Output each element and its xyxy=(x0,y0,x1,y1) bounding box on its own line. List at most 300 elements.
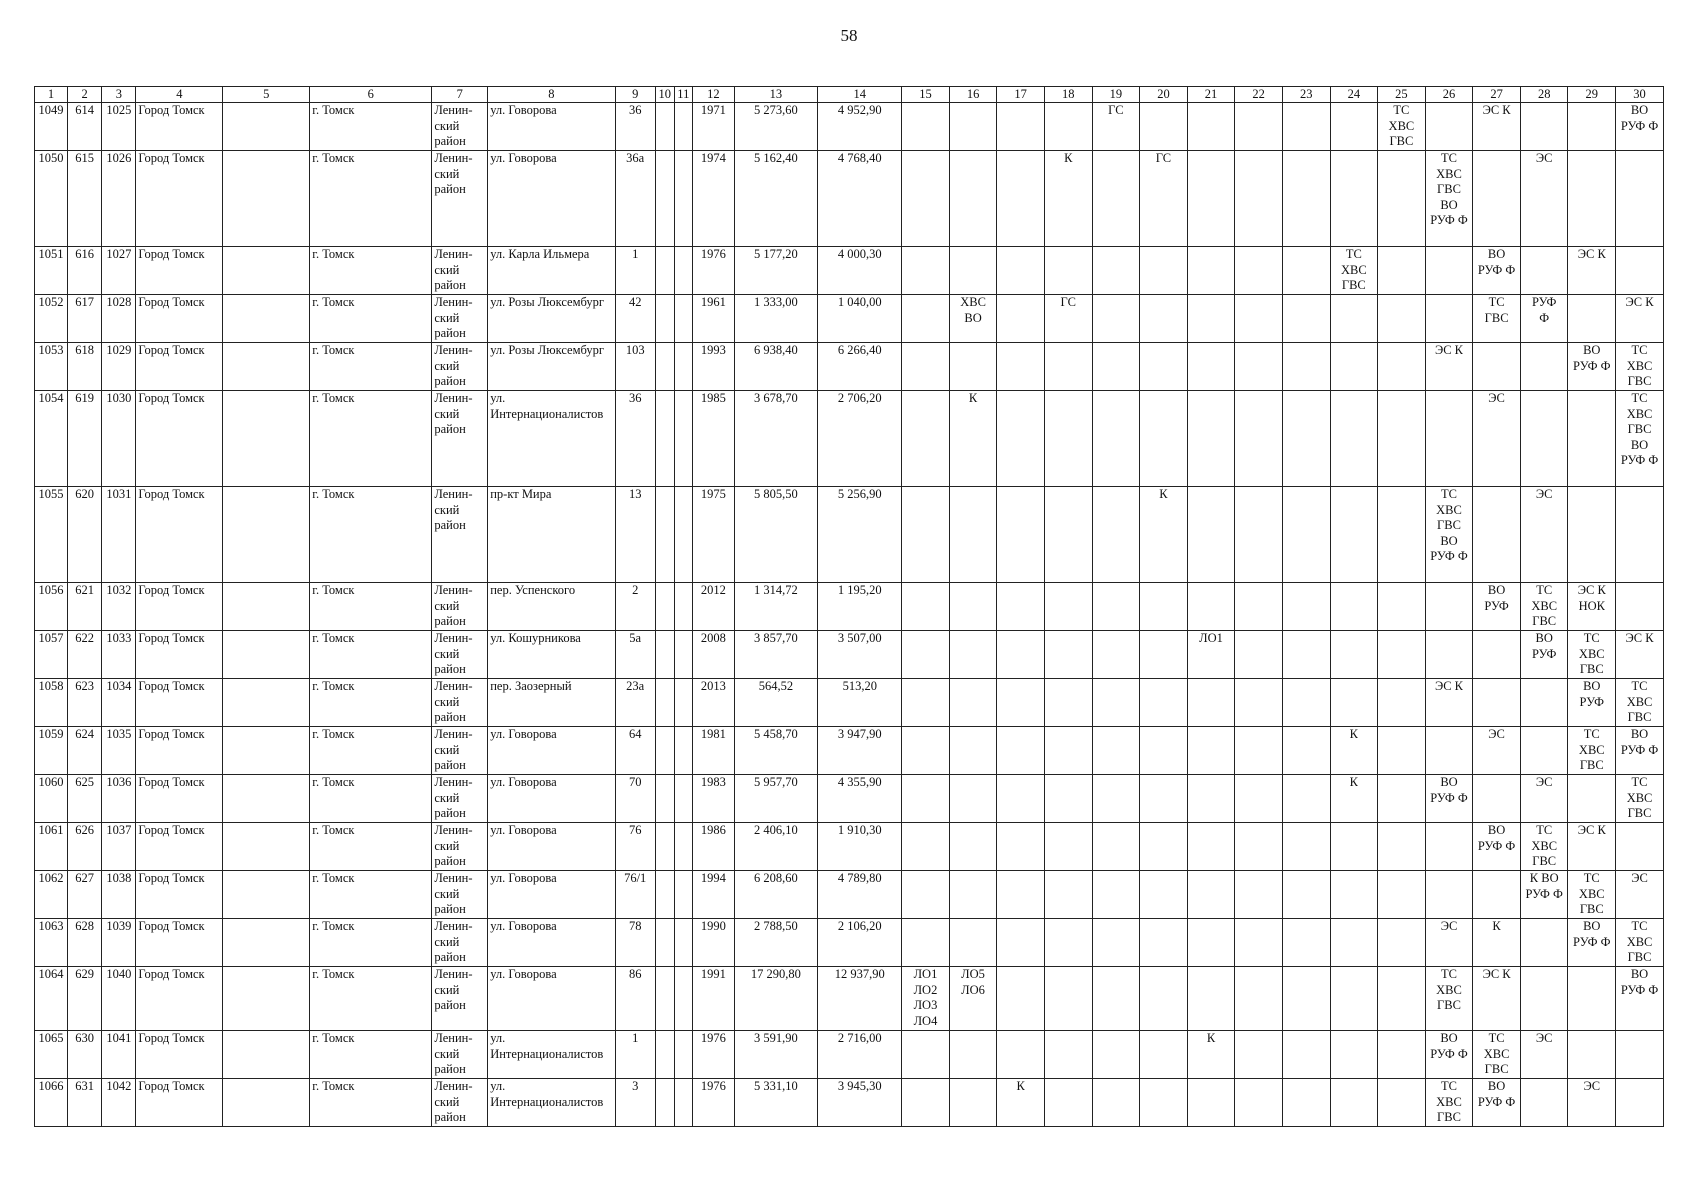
cell-col-8: ул. Интернационалистов xyxy=(488,1079,615,1127)
cell-col-1: 1051 xyxy=(35,247,68,295)
cell-col-22 xyxy=(1235,487,1283,583)
cell-col-14: 2 706,20 xyxy=(818,391,902,487)
cell-col-25 xyxy=(1378,967,1426,1031)
cell-col-23 xyxy=(1282,487,1330,583)
cell-col-18 xyxy=(1044,343,1092,391)
column-header-9: 9 xyxy=(615,87,655,103)
cell-col-1: 1065 xyxy=(35,1031,68,1079)
cell-col-27 xyxy=(1473,871,1521,919)
cell-col-29 xyxy=(1568,151,1616,247)
cell-col-10 xyxy=(655,1031,674,1079)
cell-col-5 xyxy=(223,919,310,967)
cell-col-19 xyxy=(1092,775,1140,823)
cell-col-22 xyxy=(1235,1079,1283,1127)
cell-col-22 xyxy=(1235,679,1283,727)
cell-col-11 xyxy=(674,1079,693,1127)
cell-col-19 xyxy=(1092,487,1140,583)
cell-col-15 xyxy=(902,487,950,583)
cell-col-1: 1064 xyxy=(35,967,68,1031)
cell-col-29 xyxy=(1568,967,1616,1031)
cell-col-4: Город Томск xyxy=(136,295,223,343)
cell-col-28 xyxy=(1520,391,1568,487)
cell-col-17 xyxy=(997,151,1045,247)
cell-col-18 xyxy=(1044,391,1092,487)
cell-col-12: 1985 xyxy=(693,391,734,487)
cell-col-3: 1040 xyxy=(102,967,136,1031)
cell-col-19 xyxy=(1092,583,1140,631)
cell-col-10 xyxy=(655,247,674,295)
cell-col-22 xyxy=(1235,343,1283,391)
cell-col-3: 1039 xyxy=(102,919,136,967)
cell-col-27 xyxy=(1473,775,1521,823)
cell-col-16 xyxy=(949,631,997,679)
cell-col-14: 1 040,00 xyxy=(818,295,902,343)
cell-col-16 xyxy=(949,1031,997,1079)
cell-col-12: 1990 xyxy=(693,919,734,967)
cell-col-8: пер. Успенского xyxy=(488,583,615,631)
cell-col-16 xyxy=(949,679,997,727)
cell-col-23 xyxy=(1282,343,1330,391)
cell-col-6: г. Томск xyxy=(310,727,432,775)
cell-col-1: 1056 xyxy=(35,583,68,631)
cell-col-6: г. Томск xyxy=(310,871,432,919)
cell-col-4: Город Томск xyxy=(136,775,223,823)
cell-col-1: 1054 xyxy=(35,391,68,487)
cell-col-15 xyxy=(902,631,950,679)
table-row xyxy=(35,295,1664,343)
cell-col-27: ЭС К xyxy=(1473,967,1521,1031)
cell-col-11 xyxy=(674,871,693,919)
cell-col-11 xyxy=(674,679,693,727)
cell-col-14: 3 507,00 xyxy=(818,631,902,679)
cell-col-23 xyxy=(1282,871,1330,919)
cell-col-10 xyxy=(655,1079,674,1127)
cell-col-26 xyxy=(1425,823,1473,871)
table-row xyxy=(35,343,1664,391)
cell-col-27: ВО РУФ Ф xyxy=(1473,247,1521,295)
cell-col-28: ЭС xyxy=(1520,1031,1568,1079)
cell-col-2: 625 xyxy=(68,775,102,823)
cell-col-20 xyxy=(1140,967,1188,1031)
cell-col-22 xyxy=(1235,967,1283,1031)
cell-col-23 xyxy=(1282,679,1330,727)
cell-col-2: 620 xyxy=(68,487,102,583)
cell-col-10 xyxy=(655,391,674,487)
cell-col-28: ТС ХВС ГВС xyxy=(1520,823,1568,871)
cell-col-25 xyxy=(1378,1079,1426,1127)
cell-col-25 xyxy=(1378,343,1426,391)
cell-col-11 xyxy=(674,823,693,871)
cell-col-2: 622 xyxy=(68,631,102,679)
cell-col-30: ВО РУФ Ф xyxy=(1616,967,1664,1031)
cell-col-12: 1991 xyxy=(693,967,734,1031)
cell-col-8: ул. Говорова xyxy=(488,871,615,919)
cell-col-27 xyxy=(1473,151,1521,247)
cell-col-14: 4 789,80 xyxy=(818,871,902,919)
column-header-13: 13 xyxy=(734,87,818,103)
cell-col-5 xyxy=(223,151,310,247)
cell-col-21 xyxy=(1187,103,1235,151)
cell-col-6: г. Томск xyxy=(310,487,432,583)
cell-col-24 xyxy=(1330,679,1378,727)
cell-col-1: 1060 xyxy=(35,775,68,823)
cell-col-6: г. Томск xyxy=(310,1031,432,1079)
cell-col-19 xyxy=(1092,1031,1140,1079)
cell-col-15 xyxy=(902,679,950,727)
cell-col-7: Ленин- ский район xyxy=(432,151,488,247)
cell-col-9: 1 xyxy=(615,1031,655,1079)
cell-col-18 xyxy=(1044,583,1092,631)
cell-col-18 xyxy=(1044,727,1092,775)
cell-col-17 xyxy=(997,775,1045,823)
cell-col-18 xyxy=(1044,1079,1092,1127)
cell-col-16 xyxy=(949,103,997,151)
cell-col-15 xyxy=(902,1079,950,1127)
cell-col-8: ул. Говорова xyxy=(488,823,615,871)
cell-col-5 xyxy=(223,679,310,727)
cell-col-17 xyxy=(997,295,1045,343)
cell-col-22 xyxy=(1235,1031,1283,1079)
cell-col-26 xyxy=(1425,871,1473,919)
column-header-3: 3 xyxy=(102,87,136,103)
cell-col-27: ВО РУФ Ф xyxy=(1473,823,1521,871)
cell-col-2: 626 xyxy=(68,823,102,871)
cell-col-2: 617 xyxy=(68,295,102,343)
cell-col-14: 2 716,00 xyxy=(818,1031,902,1079)
cell-col-11 xyxy=(674,295,693,343)
cell-col-16 xyxy=(949,823,997,871)
cell-col-11 xyxy=(674,583,693,631)
column-header-1: 1 xyxy=(35,87,68,103)
cell-col-22 xyxy=(1235,295,1283,343)
cell-col-18 xyxy=(1044,103,1092,151)
cell-col-2: 616 xyxy=(68,247,102,295)
column-header-4: 4 xyxy=(136,87,223,103)
cell-col-22 xyxy=(1235,151,1283,247)
cell-col-27 xyxy=(1473,487,1521,583)
cell-col-18 xyxy=(1044,1031,1092,1079)
cell-col-12: 1983 xyxy=(693,775,734,823)
cell-col-20: К xyxy=(1140,487,1188,583)
cell-col-17 xyxy=(997,823,1045,871)
cell-col-20 xyxy=(1140,1031,1188,1079)
table-row xyxy=(35,775,1664,823)
cell-col-24 xyxy=(1330,1031,1378,1079)
cell-col-10 xyxy=(655,343,674,391)
cell-col-28 xyxy=(1520,967,1568,1031)
cell-col-20 xyxy=(1140,679,1188,727)
cell-col-30 xyxy=(1616,487,1664,583)
cell-col-16 xyxy=(949,343,997,391)
cell-col-21 xyxy=(1187,727,1235,775)
cell-col-17 xyxy=(997,919,1045,967)
cell-col-26: ЭС К xyxy=(1425,343,1473,391)
cell-col-26 xyxy=(1425,727,1473,775)
cell-col-8: ул. Говорова xyxy=(488,103,615,151)
cell-col-10 xyxy=(655,823,674,871)
cell-col-10 xyxy=(655,727,674,775)
cell-col-21 xyxy=(1187,967,1235,1031)
cell-col-25 xyxy=(1378,247,1426,295)
cell-col-21 xyxy=(1187,247,1235,295)
cell-col-14: 3 945,30 xyxy=(818,1079,902,1127)
cell-col-15 xyxy=(902,919,950,967)
cell-col-7: Ленин- ский район xyxy=(432,1031,488,1079)
cell-col-17 xyxy=(997,247,1045,295)
cell-col-13: 5 273,60 xyxy=(734,103,818,151)
cell-col-10 xyxy=(655,775,674,823)
cell-col-8: ул. Говорова xyxy=(488,967,615,1031)
cell-col-21 xyxy=(1187,487,1235,583)
cell-col-13: 3 678,70 xyxy=(734,391,818,487)
column-header-21: 21 xyxy=(1187,87,1235,103)
cell-col-28: ВО РУФ xyxy=(1520,631,1568,679)
cell-col-18: К xyxy=(1044,151,1092,247)
cell-col-3: 1032 xyxy=(102,583,136,631)
cell-col-27 xyxy=(1473,631,1521,679)
table-row xyxy=(35,631,1664,679)
cell-col-27: ЭС К xyxy=(1473,103,1521,151)
column-header-24: 24 xyxy=(1330,87,1378,103)
cell-col-5 xyxy=(223,775,310,823)
cell-col-15 xyxy=(902,823,950,871)
cell-col-11 xyxy=(674,343,693,391)
cell-col-3: 1033 xyxy=(102,631,136,679)
cell-col-7: Ленин- ский район xyxy=(432,391,488,487)
cell-col-20 xyxy=(1140,295,1188,343)
cell-col-23 xyxy=(1282,1079,1330,1127)
cell-col-6: г. Томск xyxy=(310,967,432,1031)
cell-col-23 xyxy=(1282,295,1330,343)
cell-col-22 xyxy=(1235,919,1283,967)
cell-col-5 xyxy=(223,823,310,871)
cell-col-30: ТС ХВС ГВС ВО РУФ Ф xyxy=(1616,391,1664,487)
cell-col-7: Ленин- ский район xyxy=(432,343,488,391)
cell-col-30 xyxy=(1616,823,1664,871)
cell-col-8: ул. Интернационалистов xyxy=(488,391,615,487)
cell-col-26: ТС ХВС ГВС xyxy=(1425,967,1473,1031)
cell-col-10 xyxy=(655,295,674,343)
cell-col-29: ЭС К НОК xyxy=(1568,583,1616,631)
cell-col-28 xyxy=(1520,919,1568,967)
cell-col-19 xyxy=(1092,631,1140,679)
cell-col-29: ТС ХВС ГВС xyxy=(1568,727,1616,775)
cell-col-6: г. Томск xyxy=(310,775,432,823)
cell-col-21 xyxy=(1187,583,1235,631)
column-header-7: 7 xyxy=(432,87,488,103)
cell-col-25 xyxy=(1378,391,1426,487)
cell-col-25 xyxy=(1378,487,1426,583)
cell-col-23 xyxy=(1282,631,1330,679)
column-header-28: 28 xyxy=(1520,87,1568,103)
cell-col-6: г. Томск xyxy=(310,391,432,487)
cell-col-9: 3 xyxy=(615,1079,655,1127)
column-header-8: 8 xyxy=(488,87,615,103)
cell-col-16 xyxy=(949,583,997,631)
cell-col-4: Город Томск xyxy=(136,247,223,295)
cell-col-8: ул. Говорова xyxy=(488,151,615,247)
column-header-15: 15 xyxy=(902,87,950,103)
cell-col-5 xyxy=(223,343,310,391)
cell-col-13: 6 208,60 xyxy=(734,871,818,919)
cell-col-15: ЛО1 ЛО2 ЛО3 ЛО4 xyxy=(902,967,950,1031)
cell-col-4: Город Томск xyxy=(136,967,223,1031)
cell-col-12: 1974 xyxy=(693,151,734,247)
column-header-23: 23 xyxy=(1282,87,1330,103)
column-header-22: 22 xyxy=(1235,87,1283,103)
cell-col-24 xyxy=(1330,487,1378,583)
cell-col-17 xyxy=(997,1031,1045,1079)
column-header-30: 30 xyxy=(1616,87,1664,103)
cell-col-6: г. Томск xyxy=(310,151,432,247)
cell-col-3: 1029 xyxy=(102,343,136,391)
cell-col-25 xyxy=(1378,1031,1426,1079)
cell-col-30: ВО РУФ Ф xyxy=(1616,103,1664,151)
page-number: 58 xyxy=(840,26,858,45)
table-row xyxy=(35,1079,1664,1127)
cell-col-7: Ленин- ский район xyxy=(432,679,488,727)
cell-col-18 xyxy=(1044,631,1092,679)
cell-col-10 xyxy=(655,103,674,151)
cell-col-12: 1976 xyxy=(693,247,734,295)
cell-col-24 xyxy=(1330,823,1378,871)
column-header-14: 14 xyxy=(818,87,902,103)
cell-col-5 xyxy=(223,1031,310,1079)
cell-col-20 xyxy=(1140,343,1188,391)
column-header-17: 17 xyxy=(997,87,1045,103)
cell-col-20 xyxy=(1140,583,1188,631)
cell-col-12: 1976 xyxy=(693,1031,734,1079)
cell-col-7: Ленин- ский район xyxy=(432,103,488,151)
cell-col-3: 1026 xyxy=(102,151,136,247)
cell-col-25 xyxy=(1378,919,1426,967)
cell-col-15 xyxy=(902,727,950,775)
cell-col-12: 2012 xyxy=(693,583,734,631)
cell-col-28 xyxy=(1520,247,1568,295)
cell-col-17 xyxy=(997,103,1045,151)
cell-col-1: 1049 xyxy=(35,103,68,151)
cell-col-24 xyxy=(1330,391,1378,487)
cell-col-16: ЛО5 ЛО6 xyxy=(949,967,997,1031)
cell-col-24: К xyxy=(1330,727,1378,775)
cell-col-3: 1038 xyxy=(102,871,136,919)
cell-col-13: 1 333,00 xyxy=(734,295,818,343)
cell-col-24 xyxy=(1330,103,1378,151)
cell-col-30: ТС ХВС ГВС xyxy=(1616,775,1664,823)
cell-col-16 xyxy=(949,871,997,919)
cell-col-1: 1061 xyxy=(35,823,68,871)
cell-col-30: ЭС К xyxy=(1616,631,1664,679)
cell-col-28: К ВО РУФ Ф xyxy=(1520,871,1568,919)
cell-col-29: ЭС К xyxy=(1568,247,1616,295)
cell-col-5 xyxy=(223,391,310,487)
cell-col-17: К xyxy=(997,1079,1045,1127)
cell-col-21 xyxy=(1187,391,1235,487)
cell-col-22 xyxy=(1235,727,1283,775)
cell-col-6: г. Томск xyxy=(310,679,432,727)
cell-col-5 xyxy=(223,583,310,631)
cell-col-20 xyxy=(1140,823,1188,871)
cell-col-13: 5 805,50 xyxy=(734,487,818,583)
cell-col-12: 1971 xyxy=(693,103,734,151)
cell-col-6: г. Томск xyxy=(310,247,432,295)
cell-col-3: 1031 xyxy=(102,487,136,583)
cell-col-11 xyxy=(674,967,693,1031)
cell-col-10 xyxy=(655,919,674,967)
cell-col-27 xyxy=(1473,343,1521,391)
cell-col-17 xyxy=(997,343,1045,391)
cell-col-26 xyxy=(1425,295,1473,343)
cell-col-7: Ленин- ский район xyxy=(432,583,488,631)
cell-col-15 xyxy=(902,775,950,823)
cell-col-30: ЭС xyxy=(1616,871,1664,919)
cell-col-16 xyxy=(949,727,997,775)
cell-col-14: 12 937,90 xyxy=(818,967,902,1031)
cell-col-25 xyxy=(1378,679,1426,727)
cell-col-28 xyxy=(1520,343,1568,391)
cell-col-29: ТС ХВС ГВС xyxy=(1568,871,1616,919)
cell-col-8: ул. Говорова xyxy=(488,727,615,775)
table-row xyxy=(35,823,1664,871)
cell-col-10 xyxy=(655,679,674,727)
cell-col-28 xyxy=(1520,1079,1568,1127)
cell-col-2: 624 xyxy=(68,727,102,775)
cell-col-3: 1042 xyxy=(102,1079,136,1127)
cell-col-24: ТС ХВС ГВС xyxy=(1330,247,1378,295)
cell-col-14: 4 000,30 xyxy=(818,247,902,295)
cell-col-29 xyxy=(1568,391,1616,487)
cell-col-8: ул. Кошурникова xyxy=(488,631,615,679)
cell-col-18 xyxy=(1044,247,1092,295)
cell-col-17 xyxy=(997,871,1045,919)
cell-col-26: ТС ХВС ГВС ВО РУФ Ф xyxy=(1425,151,1473,247)
cell-col-16 xyxy=(949,1079,997,1127)
cell-col-24 xyxy=(1330,871,1378,919)
cell-col-9: 103 xyxy=(615,343,655,391)
cell-col-1: 1062 xyxy=(35,871,68,919)
cell-col-25 xyxy=(1378,151,1426,247)
cell-col-14: 6 266,40 xyxy=(818,343,902,391)
cell-col-7: Ленин- ский район xyxy=(432,871,488,919)
cell-col-23 xyxy=(1282,151,1330,247)
cell-col-20 xyxy=(1140,1079,1188,1127)
cell-col-24 xyxy=(1330,1079,1378,1127)
cell-col-19: ГС xyxy=(1092,103,1140,151)
cell-col-19 xyxy=(1092,343,1140,391)
cell-col-26: ВО РУФ Ф xyxy=(1425,775,1473,823)
cell-col-3: 1030 xyxy=(102,391,136,487)
cell-col-1: 1058 xyxy=(35,679,68,727)
cell-col-19 xyxy=(1092,1079,1140,1127)
cell-col-18 xyxy=(1044,679,1092,727)
cell-col-9: 78 xyxy=(615,919,655,967)
cell-col-5 xyxy=(223,967,310,1031)
cell-col-20 xyxy=(1140,247,1188,295)
cell-col-24: К xyxy=(1330,775,1378,823)
cell-col-8: ул. Карла Ильмера xyxy=(488,247,615,295)
cell-col-13: 2 788,50 xyxy=(734,919,818,967)
cell-col-12: 1993 xyxy=(693,343,734,391)
column-header-10: 10 xyxy=(655,87,674,103)
cell-col-13: 5 957,70 xyxy=(734,775,818,823)
cell-col-24 xyxy=(1330,919,1378,967)
column-header-2: 2 xyxy=(68,87,102,103)
cell-col-2: 614 xyxy=(68,103,102,151)
cell-col-16: К xyxy=(949,391,997,487)
table-row xyxy=(35,967,1664,1031)
cell-col-4: Город Томск xyxy=(136,1031,223,1079)
cell-col-2: 618 xyxy=(68,343,102,391)
